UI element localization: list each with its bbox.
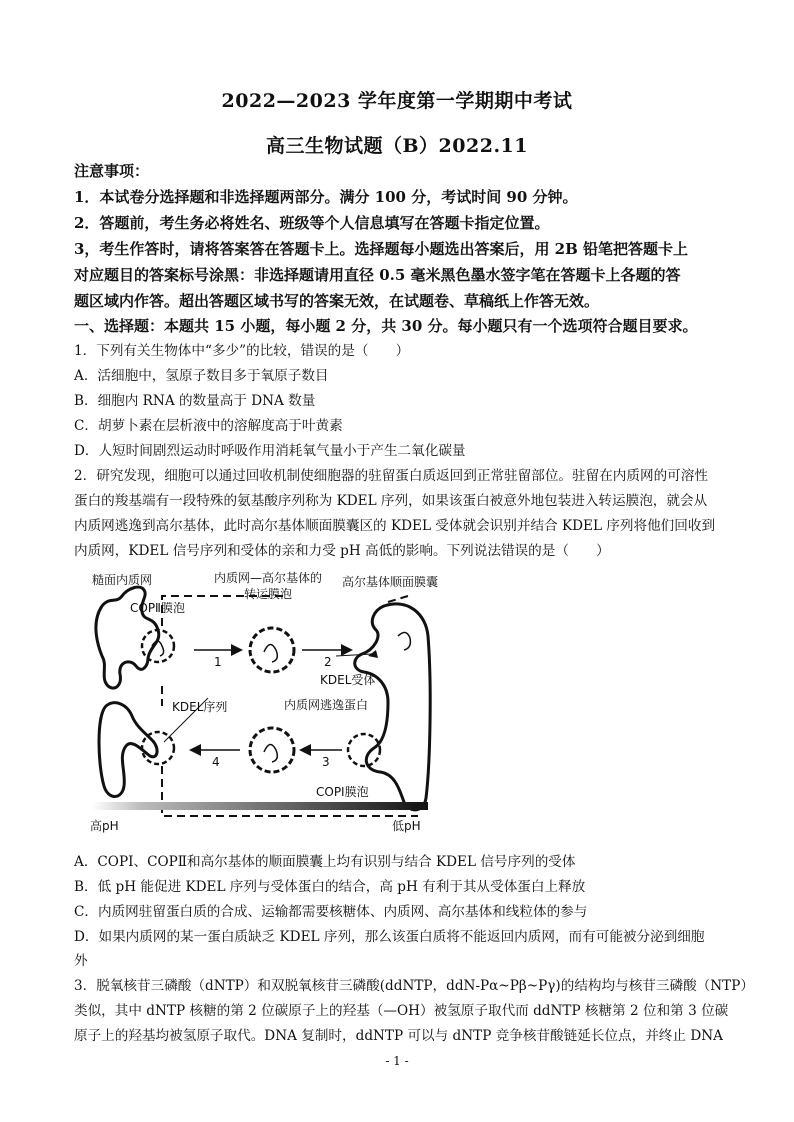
note-3-line3: 题区域内作答。超出答题区域书写的答案无效，在试题卷、草稿纸上作答无效。 bbox=[74, 292, 600, 310]
escaped-protein-icon bbox=[398, 632, 410, 650]
page-number: - 1 - bbox=[385, 1054, 409, 1068]
q1-option-b: B．细胞内 RNA 的数量高于 DNA 数量 bbox=[74, 393, 316, 409]
label-rough-er: 糙面内质网 bbox=[92, 573, 153, 587]
note-1: 1．本试卷分选择题和非选择题两部分。满分 100 分，考试时间 90 分钟。 bbox=[74, 188, 578, 206]
arrow-2-label: 2 bbox=[324, 655, 332, 669]
q1-option-a: A．活细胞中，氢原子数目多于氧原子数目 bbox=[74, 368, 329, 384]
q1-stem: 1．下列有关生物体中“多少”的比较，错误的是（ ） bbox=[74, 343, 410, 359]
label-copi-vesicle: COPⅠ膜泡 bbox=[316, 785, 369, 799]
label-high-ph: 高pH bbox=[90, 819, 119, 833]
cargo-protein-icon bbox=[264, 644, 277, 662]
arrow-1-label: 1 bbox=[214, 655, 222, 669]
section-1-heading: 一、选择题：本题共 15 小题，每小题 2 分，共 30 分。每小题只有一个选项符合题目要求。 bbox=[74, 317, 698, 335]
q3-stem-line3: 原子上的羟基均被氢原子取代。DNA 复制时，ddNTP 可以与 dNTP 竞争核苷酸链延长位点，并终止 DNA bbox=[74, 1028, 723, 1044]
kdel-recycling-diagram bbox=[88, 566, 448, 838]
q2-stem-line2: 蛋白的羧基端有一段特殊的氨基酸序列称为 KDEL 序列，如果该蛋白被意外地包装进入转运膜泡，就会从 bbox=[74, 493, 708, 509]
arrow-4-label: 4 bbox=[212, 755, 220, 769]
kdel-receptor-pointer bbox=[336, 654, 372, 656]
cargo-protein-icon bbox=[264, 744, 277, 762]
q3-stem-line2: 类似，其中 dNTP 核糖的第 2 位碳原子上的羟基（—OH）被氢原子取代而 ddNTP 核糖第 2 位和第 3 位碳 bbox=[74, 1003, 729, 1019]
note-3-line2: 对应题目的答案标号涂黑：非选择题请用直径 0.5 毫米黑色墨水签字笔在答题卡上各题的答 bbox=[74, 266, 681, 284]
note-2: 2．答题前，考生务必将姓名、班级等个人信息填写在答题卡指定位置。 bbox=[74, 214, 550, 232]
q2-stem-line1: 2．研究发现，细胞可以通过回收机制使细胞器的驻留蛋白质返回到正常驻留部位。驻留在内质网的可溶性 bbox=[74, 468, 708, 484]
label-kdel-receptor: KDEL受体 bbox=[320, 673, 376, 687]
label-copii-vesicle: COPⅡ膜泡 bbox=[130, 601, 185, 615]
copi-budding-vesicle bbox=[348, 734, 380, 766]
note-3-line1: 3，考生作答时，请将答案答在答题卡上。选择题每小题选出答案后，用 2B 铅笔把答题卡上 bbox=[74, 240, 689, 258]
q3-stem-line1: 3．脱氧核苷三磷酸（dNTP）和双脱氧核苷三磷酸(ddNTP，ddN-Pα~Pβ~Pγ)的结构均与核苷三磷酸（NTP） bbox=[74, 978, 754, 994]
exam-subtitle: 高三生物试题（B）2022.11 bbox=[266, 135, 528, 157]
copi-transport-vesicle bbox=[250, 728, 294, 772]
notes-heading: 注意事项： bbox=[74, 162, 150, 180]
q2-option-c: C．内质网驻留蛋白质的合成、运输都需要核糖体、内质网、高尔基体和线粒体的参与 bbox=[74, 904, 588, 920]
exam-title: 2022—2023 学年度第一学期期中考试 bbox=[221, 90, 573, 112]
arrow-3-label: 3 bbox=[322, 755, 330, 769]
q1-option-c: C．胡萝卜素在层析液中的溶解度高于叶黄素 bbox=[74, 418, 343, 434]
q2-stem-line4: 内质网，KDEL 信号序列和受体的亲和力受 pH 高低的影响。下列说法错误的是（ ） bbox=[74, 543, 610, 559]
label-low-ph: 低pH bbox=[392, 819, 421, 833]
q2-option-a: A．COPI、COPⅡ和高尔基体的顺面膜囊上均有识别与结合 KDEL 信号序列的受体 bbox=[74, 854, 576, 870]
q2-stem-line3: 内质网逃逸到高尔基体，此时高尔基体顺面膜囊区的 KDEL 受体就会识别并结合 KDEL 序列将他们回收到 bbox=[74, 518, 716, 534]
label-transport-vesicle-1: 内质网—高尔基体的 bbox=[214, 571, 323, 585]
label-escaped-protein: 内质网逃逸蛋白 bbox=[284, 698, 369, 712]
rough-er-shape bbox=[96, 587, 159, 796]
ph-gradient-bar bbox=[92, 802, 428, 810]
label-transport-vesicle-2: 转运膜泡 bbox=[244, 587, 293, 601]
label-golgi-cis: 高尔基体顺面膜囊 bbox=[342, 575, 439, 589]
q2-option-d-line1: D．如果内质网的某一蛋白质缺乏 KDEL 序列，那么该蛋白质将不能返回内质网，而有可能被分泌到细胞 bbox=[74, 929, 705, 945]
q2-option-d-line2: 外 bbox=[74, 953, 88, 969]
q2-option-b: B．低 pH 能促进 KDEL 序列与受体蛋白的结合，高 pH 有利于其从受体蛋白上释放 bbox=[74, 879, 586, 895]
label-kdel-sequence: KDEL序列 bbox=[172, 700, 228, 714]
er-golgi-transport-vesicle bbox=[250, 628, 294, 672]
q1-option-d: D．人短时间剧烈运动时呼吸作用消耗氧气量小于产生二氧化碳量 bbox=[74, 443, 466, 459]
